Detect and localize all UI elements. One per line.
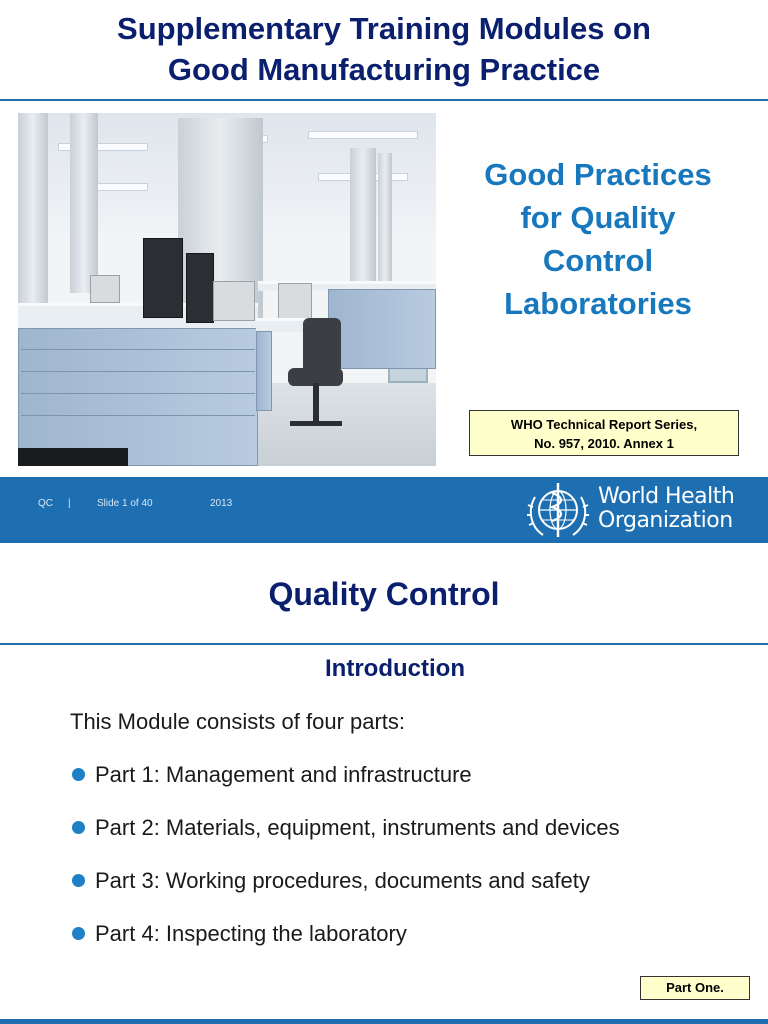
footer-year: 2013 xyxy=(210,498,233,509)
part-text: Part 2: Materials, equipment, instruments and devices xyxy=(95,815,620,840)
course-title-line-2: Good Manufacturing Practice xyxy=(167,52,601,87)
list-item xyxy=(70,920,620,973)
intro-text: This Module consists of four parts: xyxy=(70,709,406,734)
module-code: QC xyxy=(38,498,53,509)
section-heading: Introduction xyxy=(325,655,465,682)
bullet-icon xyxy=(72,821,85,834)
module-subtitle-line: for Quality xyxy=(520,200,676,235)
module-subtitle-line: Control xyxy=(542,243,654,278)
who-emblem-icon xyxy=(521,477,595,543)
footer-bar xyxy=(0,1019,768,1024)
module-subtitle-line: Laboratories xyxy=(504,286,692,321)
title-divider xyxy=(0,643,768,645)
organization-name xyxy=(598,485,734,533)
parts-list xyxy=(70,761,620,973)
laboratory-photo xyxy=(18,113,436,466)
part-text: Part 1: Management and infrastructure xyxy=(95,762,472,787)
bullet-icon xyxy=(72,927,85,940)
list-item xyxy=(70,867,620,920)
course-title xyxy=(0,8,768,90)
module-subtitle-line: Good Practices xyxy=(484,157,712,192)
report-reference-box xyxy=(469,410,739,456)
bullet-icon xyxy=(72,874,85,887)
title-divider xyxy=(0,99,768,101)
reference-line-2: No. 957, 2010. Annex 1 xyxy=(534,436,674,451)
course-title-line-1: Supplementary Training Modules on xyxy=(117,11,651,46)
footer-separator: | xyxy=(68,498,71,509)
introduction-slide xyxy=(0,543,768,1024)
module-subtitle xyxy=(448,153,748,325)
reference-line-1: WHO Technical Report Series, xyxy=(510,417,698,432)
slide-title: Quality Control xyxy=(268,576,500,612)
part-text: Part 4: Inspecting the laboratory xyxy=(95,921,407,946)
organization-name-line-1: World Health xyxy=(598,484,735,509)
part-text: Part 3: Working procedures, documents and safety xyxy=(95,868,590,893)
list-item xyxy=(70,814,620,867)
slide-footer xyxy=(0,477,768,543)
organization-name-line-2: Organization xyxy=(598,508,733,533)
bullet-icon xyxy=(72,768,85,781)
slide-counter: Slide 1 of 40 xyxy=(97,498,153,509)
list-item xyxy=(70,761,620,814)
part-label-box: Part One. xyxy=(640,976,750,1000)
